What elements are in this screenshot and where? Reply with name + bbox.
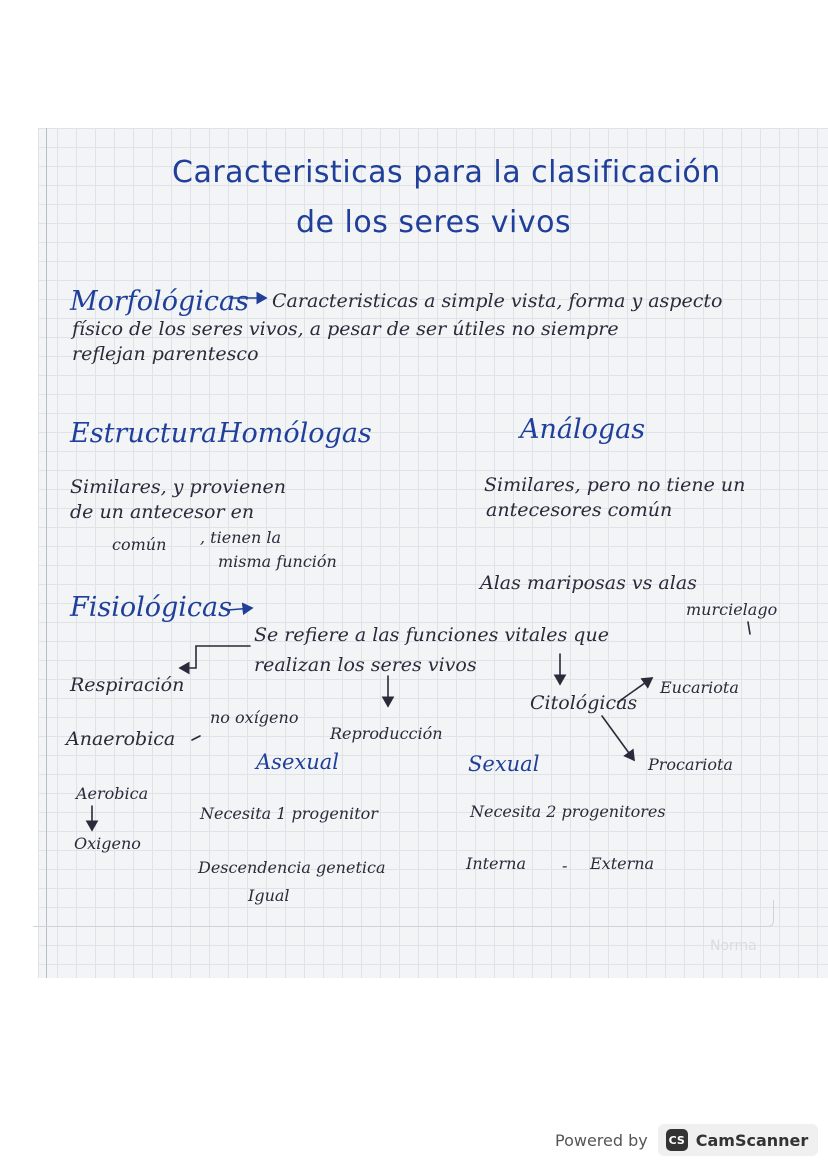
morfologicas-text-2: físico de los seres vivos, a pesar de ser útiles no siempre bbox=[72, 318, 619, 340]
margin-line bbox=[46, 128, 47, 978]
morfologicas-text-1: Caracteristicas a simple vista, forma y aspecto bbox=[272, 290, 723, 312]
analogas-text-2: antecesores común bbox=[486, 499, 673, 521]
analogas-example-1: Alas mariposas vs alas bbox=[480, 572, 697, 594]
title-line-1: Caracteristicas para la clasificación bbox=[172, 155, 721, 190]
fisiologicas-heading: Fisiológicas bbox=[70, 592, 232, 623]
asexual-heading: Asexual bbox=[256, 750, 339, 774]
camscanner-name: CamScanner bbox=[695, 1130, 809, 1150]
asexual-text-2: Descendencia genetica bbox=[198, 858, 386, 877]
sexual-text-1: Necesita 2 progenitores bbox=[470, 802, 666, 821]
sexual-dash: - bbox=[562, 856, 568, 875]
camscanner-logo-icon: CS bbox=[666, 1129, 688, 1151]
analogas-text-1: Similares, pero no tiene un bbox=[484, 474, 746, 496]
homologas-text-5: misma función bbox=[218, 552, 337, 571]
oxigeno-label: Oxigeno bbox=[74, 834, 141, 853]
reproduccion-label: Reproducción bbox=[330, 724, 443, 743]
page-frame bbox=[33, 900, 774, 927]
asexual-text-1: Necesita 1 progenitor bbox=[200, 804, 378, 823]
homologas-text-2: de un antecesor en bbox=[70, 501, 255, 523]
fisiologicas-text-2: realizan los seres vivos bbox=[254, 654, 477, 676]
aerobica-label: Aerobica bbox=[76, 784, 149, 803]
anaerobica-label: Anaerobica bbox=[66, 728, 176, 750]
asexual-text-3: Igual bbox=[248, 886, 290, 905]
homologas-text-3: común bbox=[112, 535, 167, 554]
morfologicas-text-3: reflejan parentesco bbox=[72, 343, 259, 365]
camscanner-badge[interactable] bbox=[658, 1124, 819, 1156]
homologas-heading: Homólogas bbox=[218, 418, 372, 449]
analogas-heading: Análogas bbox=[520, 414, 646, 445]
sexual-text-2: Interna bbox=[466, 854, 527, 873]
sexual-text-3: Externa bbox=[590, 854, 655, 873]
eucariota-label: Eucariota bbox=[660, 678, 739, 697]
estructura-heading: Estructura bbox=[70, 418, 218, 449]
homologas-text-1: Similares, y provienen bbox=[70, 476, 286, 498]
no-oxigeno-label: no oxígeno bbox=[210, 708, 299, 727]
sexual-heading: Sexual bbox=[468, 752, 540, 776]
powered-by-text: Powered by bbox=[555, 1130, 648, 1150]
title-line-2: de los seres vivos bbox=[296, 205, 572, 240]
analogas-example-2: murcielago bbox=[686, 600, 778, 619]
homologas-text-4: , tienen la bbox=[200, 528, 282, 547]
citologicas-label: Citológicas bbox=[530, 692, 638, 714]
watermark: Norma bbox=[710, 938, 757, 954]
respiracion-label: Respiración bbox=[70, 674, 185, 696]
morfologicas-heading: Morfológicas bbox=[70, 286, 249, 317]
fisiologicas-text-1: Se refiere a las funciones vitales que bbox=[254, 624, 609, 646]
camscanner-footer bbox=[555, 1122, 818, 1158]
procariota-label: Procariota bbox=[648, 755, 733, 774]
